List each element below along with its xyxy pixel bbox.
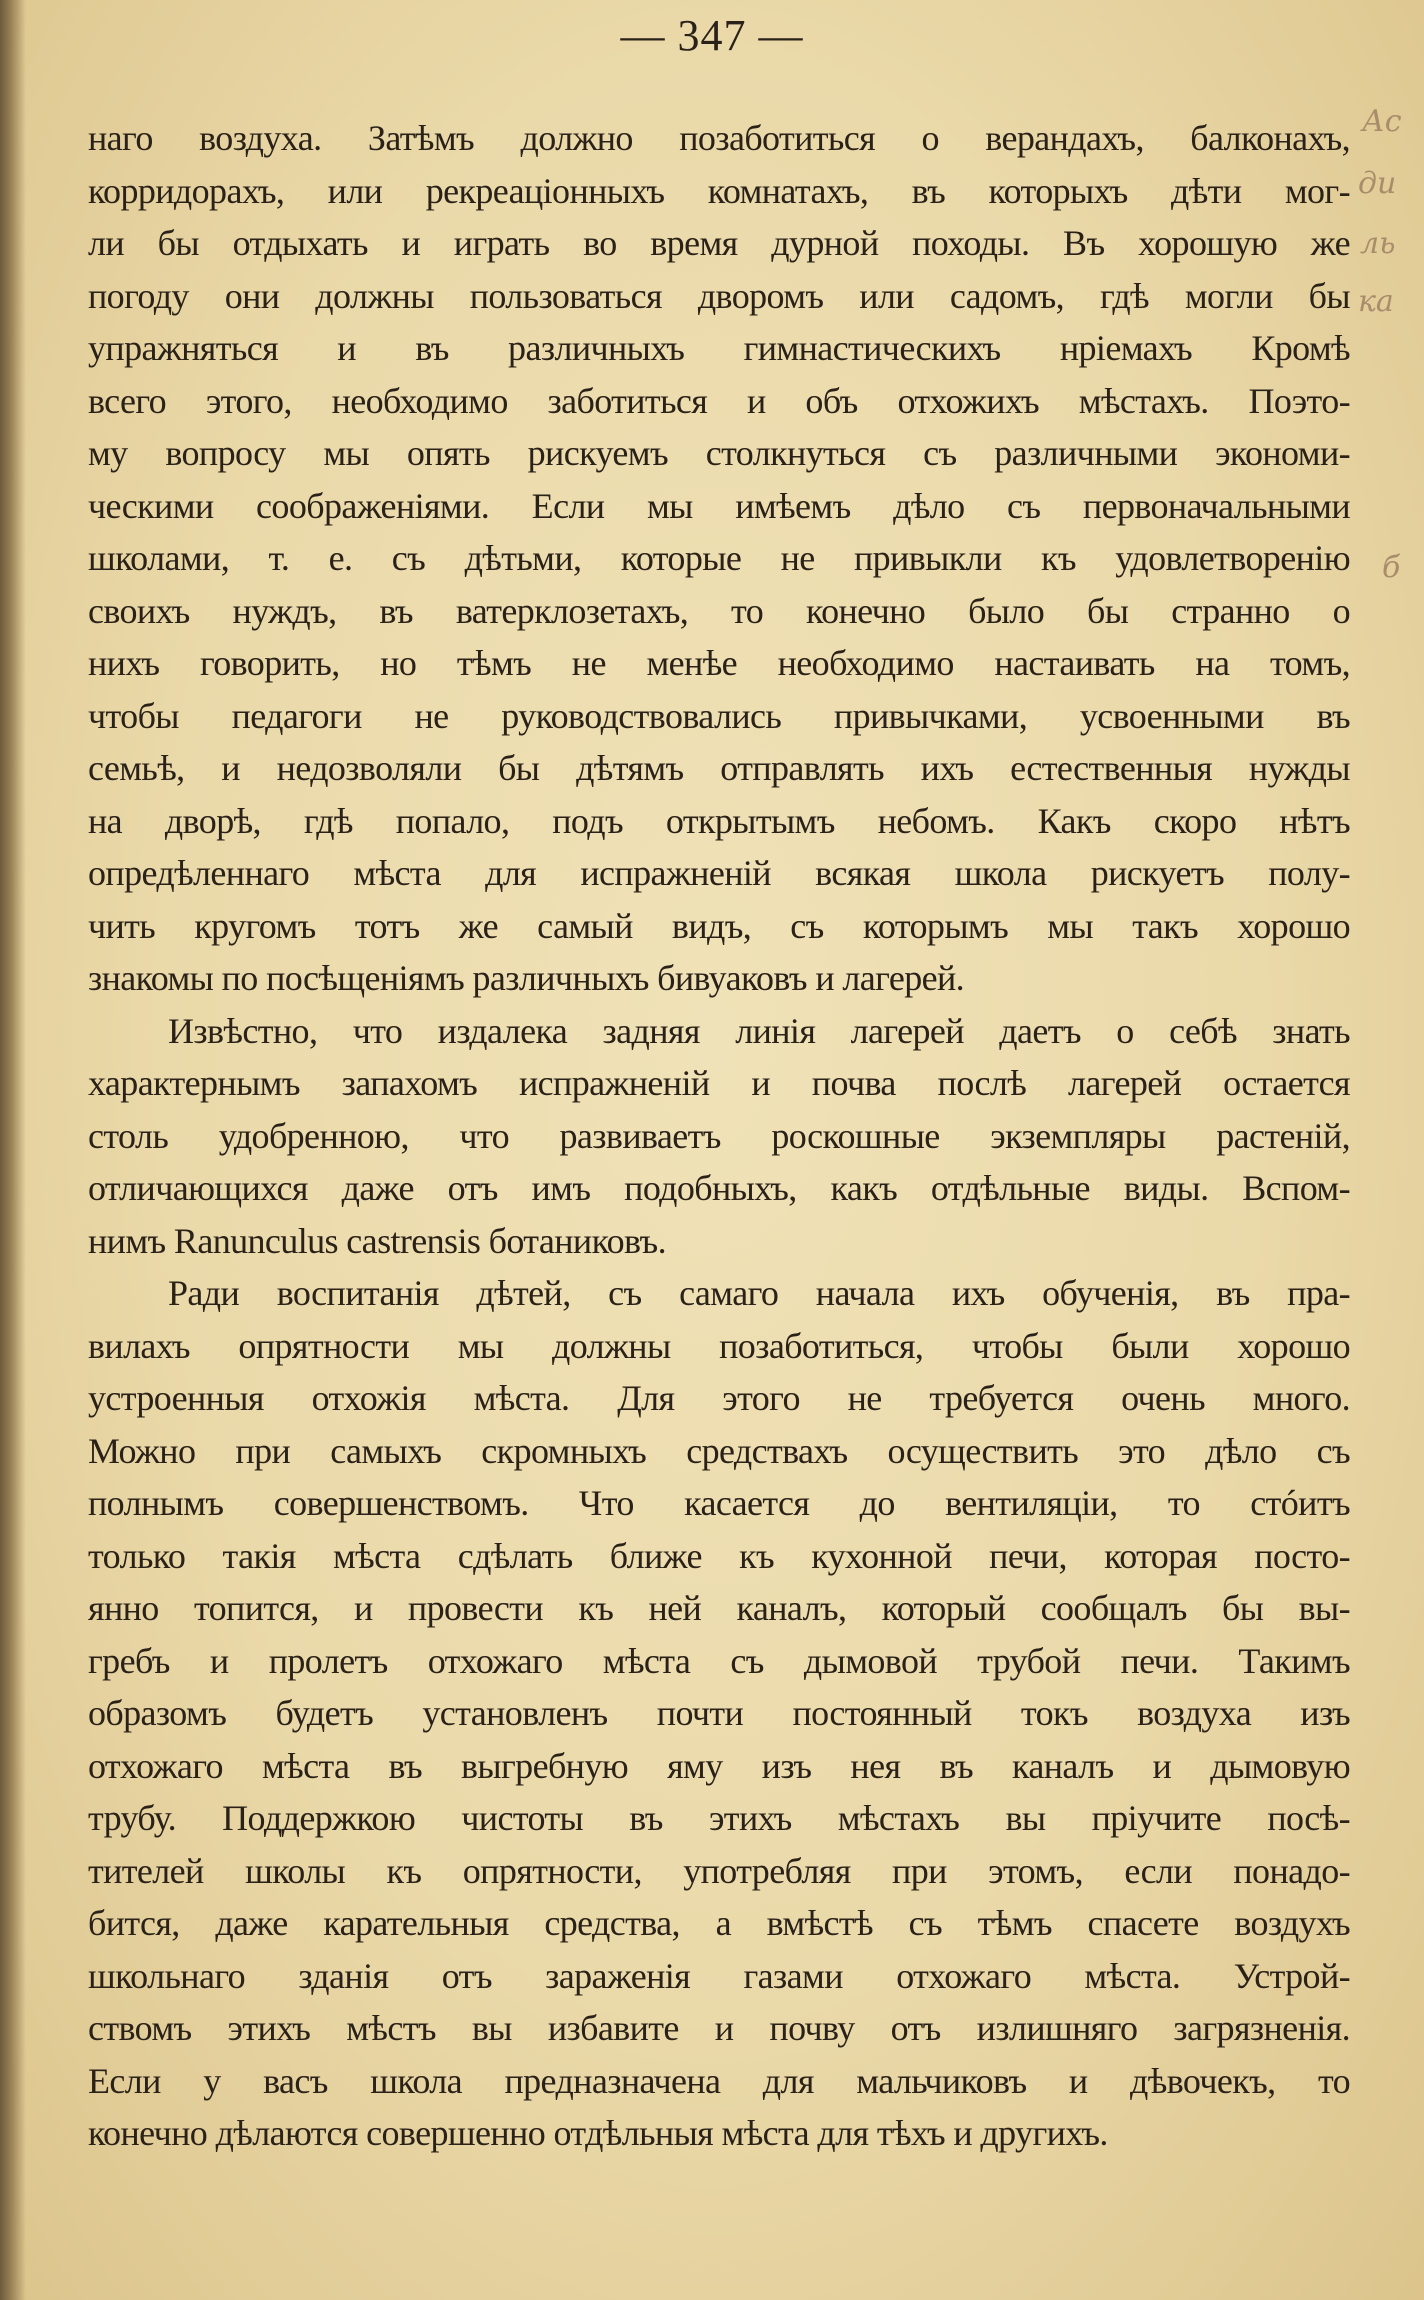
text-line: столь удобренною, что развиваетъ роскошные экземпляры растеній, (88, 1115, 1350, 1156)
text-line: всего этого, необходимо заботиться и объ отхожихъ мѣстахъ. Поэто- (88, 380, 1350, 421)
text-line: тителей школы къ опрятности, употребляя при этомъ, если понадо- (88, 1850, 1350, 1891)
margin-annotations (1354, 104, 1424, 2294)
text-line: знакомы по посѣщеніямъ различныхъ бивуаковъ и лагерей. (88, 958, 965, 998)
paragraph-3 (88, 1267, 1350, 2160)
text-line: ческими соображеніями. Если мы имѣемъ дѣло съ первоначальными (88, 485, 1350, 526)
text-line: школьнаго зданія отъ зараженія газами отхожаго мѣста. Устрой- (88, 1955, 1350, 1996)
binding-edge (0, 0, 26, 2300)
margin-note: ка (1358, 284, 1394, 319)
text-line: корридорахъ, или рекреаціонныхъ комнатахъ, въ которыхъ дѣти мог- (88, 170, 1350, 211)
text-line: только такія мѣста сдѣлать ближе къ кухонной печи, которая посто- (88, 1535, 1350, 1576)
text-line: гребъ и пролетъ отхожаго мѣста съ дымовой трубой печи. Такимъ (88, 1640, 1350, 1681)
text-line: упражняться и въ различныхъ гимнастическихъ нріемахъ Кромѣ (88, 328, 1350, 368)
text-line: семьѣ, и недозволяли бы дѣтямъ отправлять ихъ естественныя нужды (88, 748, 1350, 788)
text-line: трубу. Поддержкою чистоты въ этихъ мѣстахъ вы пріучите посѣ- (88, 1798, 1350, 1838)
text-line: Если у васъ школа предназначена для мальчиковъ и дѣвочекъ, то (88, 2060, 1350, 2101)
text-line: му вопросу мы опять рискуемъ столкнуться съ различными экономи- (88, 433, 1350, 473)
text-line: чить кругомъ тотъ же самый видъ, съ которымъ мы такъ хорошо (88, 905, 1350, 946)
text-line: на дворѣ, гдѣ попало, подъ открытымъ небомъ. Какъ скоро нѣтъ (88, 800, 1350, 841)
text-line: полнымъ совершенствомъ. Что касается до вентиляціи, то стóитъ (88, 1483, 1350, 1523)
paragraph-1 (88, 112, 1350, 1005)
text-line: школами, т. е. съ дѣтьми, которые не привыкли къ удовлетворенію (88, 538, 1350, 578)
margin-note: ль (1360, 226, 1396, 261)
text-line: конечно дѣлаются совершенно отдѣльныя мѣста для тѣхъ и другихъ. (88, 2113, 1108, 2153)
text-line: ствомъ этихъ мѣстъ вы избавите и почву отъ излишняго загрязненія. (88, 2008, 1350, 2048)
text-line: Можно при самыхъ скромныхъ средствахъ осуществить это дѣло съ (88, 1430, 1350, 1471)
text-line: наго воздуха. Затѣмъ должно позаботиться о верандахъ, балконахъ, (88, 118, 1350, 158)
paragraph-2 (88, 1005, 1350, 1268)
text-line: Ради воспитанія дѣтей, съ самаго начала ихъ обученія, въ пра- (168, 1273, 1350, 1313)
text-line: вилахъ опрятности мы должны позаботиться, чтобы были хорошо (88, 1325, 1350, 1366)
text-line: янно топится, и провести къ ней каналъ, который сообщалъ бы вы- (88, 1588, 1350, 1628)
page-number: — 347 — (620, 11, 804, 60)
text-line: опредѣленнаго мѣста для испражненій всякая школа рискуетъ полу- (88, 853, 1350, 893)
text-line: образомъ будетъ установленъ почти постоянный токъ воздуха изъ (88, 1693, 1350, 1733)
text-line: нимъ Ranunculus castrensis ботаниковъ. (88, 1220, 666, 1261)
text-line: нихъ говорить, но тѣмъ не менѣе необходимо настаивать на томъ, (88, 643, 1350, 683)
margin-note: б (1382, 550, 1401, 585)
text-line: характернымъ запахомъ испражненій и почва послѣ лагерей остается (88, 1063, 1350, 1103)
text-line: своихъ нуждъ, въ ватерклозетахъ, то конечно было бы странно о (88, 590, 1350, 631)
text-line: ли бы отдыхать и играть во время дурной походы. Въ хорошую же (88, 223, 1350, 263)
text-line: устроенныя отхожія мѣста. Для этого не требуется очень много. (88, 1378, 1350, 1418)
text-line: отличающихся даже отъ имъ подобныхъ, какъ отдѣльные виды. Вспом- (88, 1168, 1350, 1208)
text-line: бится, даже карательныя средства, а вмѣстѣ съ тѣмъ спасете воздухъ (88, 1903, 1350, 1943)
margin-note: Ас (1362, 104, 1402, 139)
text-line: погоду они должны пользоваться дворомъ или садомъ, гдѣ могли бы (88, 275, 1350, 316)
text-line: Извѣстно, что издалека задняя линія лагерей даетъ о себѣ знать (168, 1010, 1350, 1051)
margin-note: ди (1358, 166, 1397, 201)
body-text (88, 112, 1350, 2160)
text-line: чтобы педагоги не руководствовались привычками, усвоенными въ (88, 695, 1350, 736)
text-line: отхожаго мѣста въ выгребную яму изъ нея въ каналъ и дымовую (88, 1745, 1350, 1786)
